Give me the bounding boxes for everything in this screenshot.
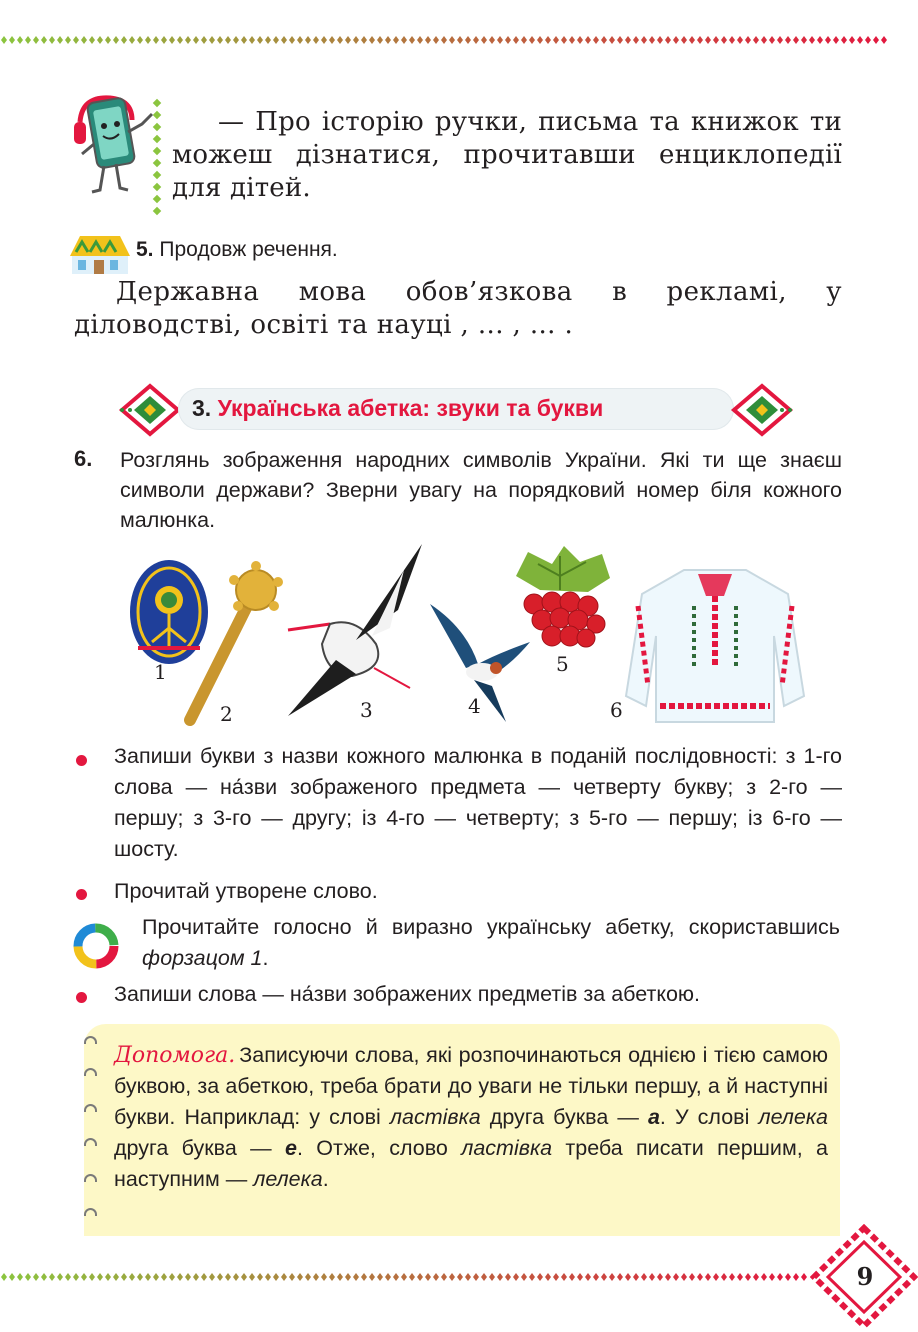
group-task-text <box>142 912 840 974</box>
ornament-diamond <box>281 1273 287 1281</box>
section-number: 3. <box>192 395 212 421</box>
ornament-diamond <box>505 1273 511 1281</box>
ornament-diamond <box>593 1273 599 1281</box>
vyshyvanka-shirt-icon <box>624 566 806 724</box>
ornament-diamond <box>17 1273 23 1281</box>
ornament-diamond <box>321 1273 327 1281</box>
help-p4: друга буква — <box>114 1136 285 1160</box>
ornament-diamond <box>209 1273 215 1281</box>
ornament-diamond <box>57 1273 63 1281</box>
exercise5-heading <box>136 238 338 262</box>
ornament-diamond <box>665 1273 671 1281</box>
ornament-diamond <box>729 1273 735 1281</box>
exercise5-text: Державна мова обов’язкова в рекламі, у діловодстві, освіті та науці , ... , ... . <box>74 277 842 340</box>
ornament-diamond <box>137 1273 143 1281</box>
picture-label-6: 6 <box>610 698 623 722</box>
ornament-diamond <box>297 1273 303 1281</box>
ornament-diamond <box>697 1273 703 1281</box>
help-word-4: лелека <box>253 1167 323 1191</box>
binder-ring <box>84 1174 97 1182</box>
picture-label-1: 1 <box>154 660 167 684</box>
ornament-diamond <box>401 1273 407 1281</box>
ornament-diamond <box>745 1273 751 1281</box>
ornament-diamond <box>257 1273 263 1281</box>
ornament-diamond <box>713 1273 719 1281</box>
house-icon <box>66 234 132 276</box>
ornament-diamond <box>73 1273 79 1281</box>
ornament-diamond <box>577 1273 583 1281</box>
ornament-diamond <box>721 1273 727 1281</box>
ornament-diamond <box>769 1273 775 1281</box>
ornament-diamond <box>25 1273 31 1281</box>
ornament-diamond <box>145 1273 151 1281</box>
picture-label-5: 5 <box>556 652 569 676</box>
picture-label-3: 3 <box>360 698 373 722</box>
picture-label-4: 4 <box>468 694 481 718</box>
ornament-diamond <box>241 1273 247 1281</box>
top-ornament-border <box>0 35 918 45</box>
ornament-diamond <box>625 1273 631 1281</box>
ornament-diamond <box>129 1273 135 1281</box>
ornament-diamond <box>153 1273 159 1281</box>
ornament-diamond <box>569 1273 575 1281</box>
ornament-diamond <box>329 1273 335 1281</box>
page-number: 9 <box>856 1262 874 1291</box>
ornament-diamond <box>313 1273 319 1281</box>
help-p5: . Отже, слово <box>296 1136 462 1160</box>
help-p6: треба писати першим, а наступним — <box>114 1136 828 1191</box>
bullet-2 <box>76 889 87 900</box>
help-p3: . У слові <box>659 1105 759 1129</box>
ornament-diamond <box>65 1273 71 1281</box>
ornament-diamond <box>113 1273 119 1281</box>
bottom-ornament-border <box>0 1272 918 1282</box>
ornament-diamond <box>385 1273 391 1281</box>
ornament-diamond <box>345 1273 351 1281</box>
ornament-diamond <box>657 1273 663 1281</box>
ornament-diamond <box>377 1273 383 1281</box>
ornament-diamond <box>225 1273 231 1281</box>
ornament-diamond <box>649 1273 655 1281</box>
ornament-diamond <box>273 1273 279 1281</box>
ornament-diamond <box>601 1273 607 1281</box>
ornament-diamond <box>753 1273 759 1281</box>
ornament-diamond <box>217 1273 223 1281</box>
ornament-diamond <box>121 1273 127 1281</box>
help-letter-2: е <box>285 1136 297 1160</box>
ornament-diamond <box>561 1273 567 1281</box>
ornament-diamond <box>425 1273 431 1281</box>
ornament-diamond <box>737 1273 743 1281</box>
ornament-diamond <box>513 1273 519 1281</box>
exercise5-instruction: Продовж речення. <box>159 238 338 261</box>
stork-icon <box>286 540 426 720</box>
group-task-emphasis: форзацом 1 <box>142 946 263 970</box>
ornament-diamond <box>481 1273 487 1281</box>
ornament-diamond <box>353 1273 359 1281</box>
ornament-diamond <box>673 1273 679 1281</box>
ornament-diamond <box>793 1273 799 1281</box>
binder-ring <box>84 1208 97 1216</box>
ornament-diamond <box>337 1273 343 1281</box>
exercise6-number: 6. <box>74 446 93 471</box>
picture-label-2: 2 <box>220 702 233 726</box>
ornament-diamond <box>449 1273 455 1281</box>
help-letter-1: а <box>647 1105 660 1129</box>
ornament-diamond <box>553 1273 559 1281</box>
ornament-diamond <box>1 1273 7 1281</box>
intro-paragraph <box>172 106 842 205</box>
help-word-3: ластівка <box>461 1136 553 1160</box>
ornament-diamond <box>609 1273 615 1281</box>
ornament-diamond <box>265 1273 271 1281</box>
ornament-diamond <box>161 1273 167 1281</box>
ornament-diamond <box>201 1273 207 1281</box>
ornament-diamond <box>89 1273 95 1281</box>
ornament-diamond <box>417 1273 423 1281</box>
ornament-diamond <box>441 1273 447 1281</box>
ornament-diamond <box>81 1273 87 1281</box>
ornament-diamond <box>361 1273 367 1281</box>
ornament-diamond <box>49 1273 55 1281</box>
bullet-3 <box>76 992 87 1003</box>
ornament-diamond <box>521 1273 527 1281</box>
right-ornament-icon <box>728 382 794 438</box>
help-word-1: ластівка <box>389 1105 481 1129</box>
binder-ring <box>84 1138 97 1146</box>
ornament-diamond <box>489 1273 495 1281</box>
task-1-text: Запиши букви з назви кожного малюнка в поданій послідовності: з 1-го слова — на́зви зображеного предмета — четверту букву; з 2-го — першу; з 3-го — другу; із 4-го — четверту; з 5-го — першу; із 6-го — шосту. <box>114 744 842 861</box>
ornament-diamond <box>689 1273 695 1281</box>
viburnum-icon <box>510 546 616 650</box>
ornament-diamond <box>305 1273 311 1281</box>
ornament-diamond <box>585 1273 591 1281</box>
group-task-end: . <box>262 946 269 970</box>
section-title <box>192 395 603 422</box>
help-p2: друга буква — <box>480 1105 648 1129</box>
exercise5-paragraph <box>74 276 842 342</box>
group-work-icon <box>72 922 120 970</box>
bullet-1 <box>76 755 87 766</box>
ornament-diamond <box>641 1273 647 1281</box>
section-title-text: Українська абетка: звуки та букви <box>217 395 604 421</box>
ornament-diamond <box>41 1273 47 1281</box>
phone-mascot-icon <box>70 92 170 218</box>
ornament-diamond <box>409 1273 415 1281</box>
ornament-diamond <box>289 1273 295 1281</box>
ornament-diamond <box>177 1273 183 1281</box>
ornament-diamond <box>617 1273 623 1281</box>
ornament-diamond <box>369 1273 375 1281</box>
ornament-diamond <box>545 1273 551 1281</box>
binder-ring <box>84 1104 97 1112</box>
ornament-diamond <box>105 1273 111 1281</box>
help-title: Допомога. <box>114 1043 236 1068</box>
ornament-diamond <box>473 1273 479 1281</box>
ornament-diamond <box>777 1273 783 1281</box>
ornament-diamond <box>169 1273 175 1281</box>
ornament-diamond <box>393 1273 399 1281</box>
ornament-diamond <box>185 1273 191 1281</box>
ornament-diamond <box>97 1273 103 1281</box>
ornament-diamond <box>705 1273 711 1281</box>
ornament-diamond <box>249 1273 255 1281</box>
binder-ring <box>84 1068 97 1076</box>
exercise6-text: Розглянь зображення народних символів України. Які ти ще знаєш символи держави? Зверни увагу на порядковий номер біля кожного малюнка. <box>120 448 842 532</box>
ornament-diamond <box>785 1273 791 1281</box>
ornament-diamond <box>801 1273 807 1281</box>
ornament-diamond <box>681 1273 687 1281</box>
exercise5-number: 5. <box>136 238 154 261</box>
task-2-text: Прочитай утворене слово. <box>114 879 378 903</box>
left-ornament-icon <box>118 382 184 438</box>
help-p1: Записуючи слова, які розпочинаються однією і тією самою буквою, за абеткою, треба брати до уваги не тільки першу, а й наступні букви. Наприклад: у слові <box>114 1043 828 1129</box>
ornament-diamond <box>33 1273 39 1281</box>
ornament-diamond <box>497 1273 503 1281</box>
ornament-diamond <box>537 1273 543 1281</box>
binder-ring <box>84 1036 97 1044</box>
ornament-diamond <box>9 1273 15 1281</box>
ornament-diamond <box>433 1273 439 1281</box>
ornament-diamond <box>633 1273 639 1281</box>
ornament-diamond <box>529 1273 535 1281</box>
help-word-2: лелека <box>758 1105 828 1129</box>
ornament-diamond <box>193 1273 199 1281</box>
ornament-diamond <box>457 1273 463 1281</box>
ornament-diamond <box>465 1273 471 1281</box>
ornament-diamond <box>761 1273 767 1281</box>
ornament-diamond <box>233 1273 239 1281</box>
intro-text: — Про історію ручки, письма та книжок ти можеш дізнатися, прочитавши енциклопедії для дітей. <box>172 107 842 203</box>
task-3-text: Запиши слова — на́зви зображених предметів за абеткою. <box>114 982 701 1006</box>
help-p7: . <box>322 1167 329 1191</box>
group-task-main: Прочитайте голосно й виразно українську абетку, скориставшись <box>142 915 840 939</box>
help-text <box>114 1040 828 1195</box>
